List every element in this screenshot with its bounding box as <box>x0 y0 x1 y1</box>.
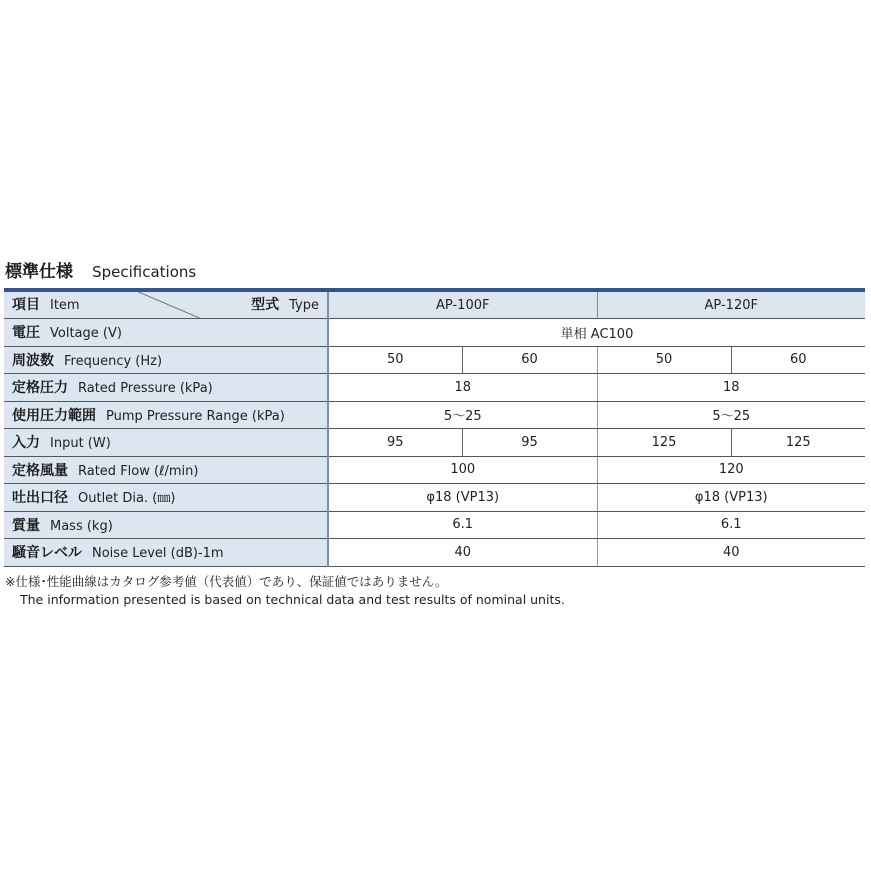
row-input-value-3: 125 <box>597 429 731 457</box>
row-rated-pressure-value-1: 18 <box>328 374 597 402</box>
row-pump-range-ja: 使用圧力範囲 <box>12 407 96 424</box>
row-input-value-2: 95 <box>462 429 597 457</box>
row-outlet-value-2: φ18 (VP13) <box>597 484 865 512</box>
header-item-type-cell <box>4 292 328 319</box>
row-pump-range <box>4 401 865 429</box>
row-frequency-ja: 周波数 <box>12 352 54 369</box>
header-model-2: AP-120F <box>597 292 865 319</box>
row-noise-value-1: 40 <box>328 539 597 567</box>
spec-title-ja: 標準仕様 <box>5 262 73 282</box>
row-outlet-en: Outlet Dia. (㎜) <box>78 491 176 507</box>
row-noise-label <box>4 539 328 567</box>
spec-table <box>4 292 865 567</box>
spec-title-en: Specifications <box>92 263 197 281</box>
row-frequency-value-3: 50 <box>597 346 731 374</box>
header-type-en: Type <box>289 298 319 313</box>
header-item-ja: 項目 <box>12 297 40 313</box>
row-rated-flow-value-1: 100 <box>328 456 597 484</box>
spec-title <box>5 259 196 285</box>
footnote-ja: ※仕様･性能曲線はカタログ参考値（代表値）であり、保証値ではありません。 <box>5 574 448 589</box>
footnote-en: The information presented is based on technical data and test results of nominal units. <box>20 592 565 607</box>
header-item-en: Item <box>50 298 80 313</box>
row-noise-ja: 騒音レベル <box>12 545 82 562</box>
header-row <box>4 292 865 319</box>
row-frequency <box>4 346 865 374</box>
row-frequency-en: Frequency (Hz) <box>64 353 163 369</box>
row-rated-flow-value-2: 120 <box>597 456 865 484</box>
row-noise-value-2: 40 <box>597 539 865 567</box>
row-pump-range-en: Pump Pressure Range (kPa) <box>106 408 285 424</box>
row-input-en: Input (W) <box>50 436 111 452</box>
row-rated-flow-label <box>4 456 328 484</box>
row-frequency-value-1: 50 <box>328 346 462 374</box>
row-rated-flow-ja: 定格風量 <box>12 462 68 479</box>
row-input-ja: 入力 <box>12 435 40 452</box>
row-noise <box>4 539 865 567</box>
row-rated-flow-en: Rated Flow (ℓ/min) <box>78 463 199 479</box>
row-pump-range-label <box>4 401 328 429</box>
row-mass-ja: 質量 <box>12 517 40 534</box>
row-mass <box>4 511 865 539</box>
row-rated-pressure <box>4 374 865 402</box>
row-voltage <box>4 319 865 347</box>
row-pump-range-value-1: 5～25 <box>328 401 597 429</box>
row-outlet-label <box>4 484 328 512</box>
row-rated-pressure-en: Rated Pressure (kPa) <box>78 381 213 397</box>
row-rated-pressure-label <box>4 374 328 402</box>
row-rated-flow <box>4 456 865 484</box>
row-mass-value-1: 6.1 <box>328 511 597 539</box>
row-input-value-1: 95 <box>328 429 462 457</box>
row-noise-en: Noise Level (dB)-1m <box>92 546 224 562</box>
row-voltage-label <box>4 319 328 347</box>
row-pump-range-value-2: 5～25 <box>597 401 865 429</box>
footnote <box>5 573 565 609</box>
row-voltage-ja: 電圧 <box>12 325 40 342</box>
row-mass-label <box>4 511 328 539</box>
row-input-label <box>4 429 328 457</box>
row-rated-pressure-ja: 定格圧力 <box>12 380 68 397</box>
row-input-value-4: 125 <box>731 429 865 457</box>
row-voltage-value: 単相 AC100 <box>328 319 865 347</box>
row-frequency-value-2: 60 <box>462 346 597 374</box>
row-outlet <box>4 484 865 512</box>
row-input <box>4 429 865 457</box>
row-frequency-value-4: 60 <box>731 346 865 374</box>
row-outlet-value-1: φ18 (VP13) <box>328 484 597 512</box>
row-mass-en: Mass (kg) <box>50 518 113 534</box>
header-type <box>251 292 319 319</box>
header-type-ja: 型式 <box>251 297 280 313</box>
row-frequency-label <box>4 346 328 374</box>
header-model-1: AP-100F <box>328 292 597 319</box>
row-mass-value-2: 6.1 <box>597 511 865 539</box>
header-item <box>12 292 80 319</box>
row-voltage-en: Voltage (V) <box>50 326 122 342</box>
row-rated-pressure-value-2: 18 <box>597 374 865 402</box>
row-outlet-ja: 吐出口径 <box>12 490 68 507</box>
